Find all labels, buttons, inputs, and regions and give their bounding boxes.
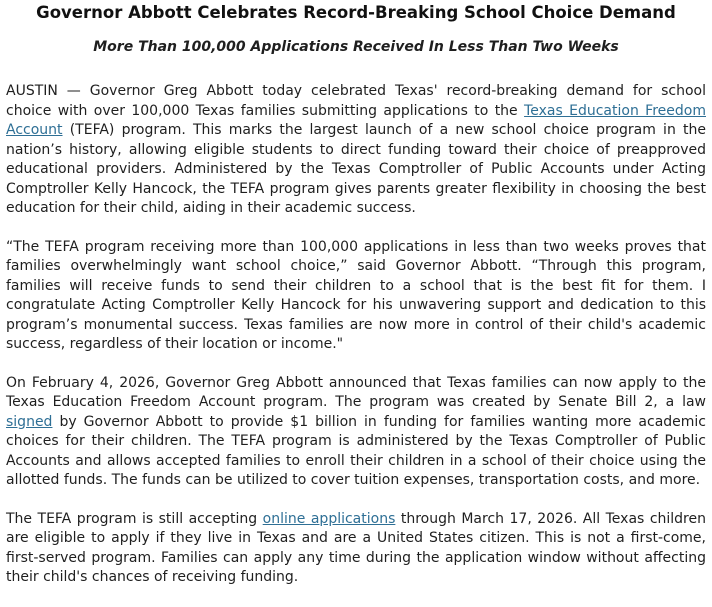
paragraph-applications <box>6 510 706 588</box>
paragraph-intro-text-end: (TEFA) program. This marks the largest launch of a new school choice program in the nation’s history, allowing eligible students to direct funding toward their choice of preapproved educational providers. Administered by the Texas Comptroller of Public Accounts under Acting Comptroller Kelly Hancock, the TEFA program gives parents greater flexibility in choosing the best education for their child, aiding in their academic success. <box>6 122 706 216</box>
paragraph-quote <box>6 238 706 355</box>
tefa-program-link[interactable]: Texas Education Freedom Account <box>6 102 706 138</box>
online-applications-link[interactable]: online applications <box>262 510 396 527</box>
paragraph-intro-text-start: AUSTIN — Governor Greg Abbott today celebrated Texas' record-breaking demand for school choice with over 100,000 Texas families submitting applications to the <box>6 83 706 119</box>
headline: Governor Abbott Celebrates Record-Breaking School Choice Demand <box>36 3 676 22</box>
paragraph-background-text-end: by Governor Abbott to provide $1 billion in funding for families wanting more academic choices for their children. The TEFA program is administered by the Texas Comptroller of Public Accounts and allows accepted families to enroll their children in a school of their choice using the allotted funds. The funds can be utilized to cover tuition expenses, transportation costs, and more. <box>6 413 706 488</box>
paragraph-intro <box>6 82 706 219</box>
paragraph-quote-text: “The TEFA program receiving more than 100,000 applications in less than two weeks proves that families overwhelmingly want school choice,” said Governor Abbott. “Through this program, families will receive funds to send their children to a school that is the best fit for them. I congratulate Acting Comptroller Kelly Hancock for his unwavering support and dedication to this program’s monumental success. Texas families are now more in control of their child's academic success, regardless of their location or income." <box>6 238 706 352</box>
paragraph-applications-text-start: The TEFA program is still accepting <box>6 510 263 527</box>
paragraph-background <box>6 374 706 491</box>
subheadline: More Than 100,000 Applications Received In Less Than Two Weeks <box>93 39 619 55</box>
signed-law-link[interactable]: signed <box>6 413 53 430</box>
paragraph-applications-text-end: through March 17, 2026. All Texas children are eligible to apply if they live in Texas and are a United States citizen. This is not a first-come, first-served program. Families can apply any time during the application window without affecting their child's chances of receiving funding. <box>6 510 706 585</box>
article-body <box>6 64 706 588</box>
paragraph-background-text-start: On February 4, 2026, Governor Greg Abbott announced that Texas families can now apply to the Texas Education Freedom Account program. The program was created by Senate Bill 2, a law <box>6 374 706 410</box>
